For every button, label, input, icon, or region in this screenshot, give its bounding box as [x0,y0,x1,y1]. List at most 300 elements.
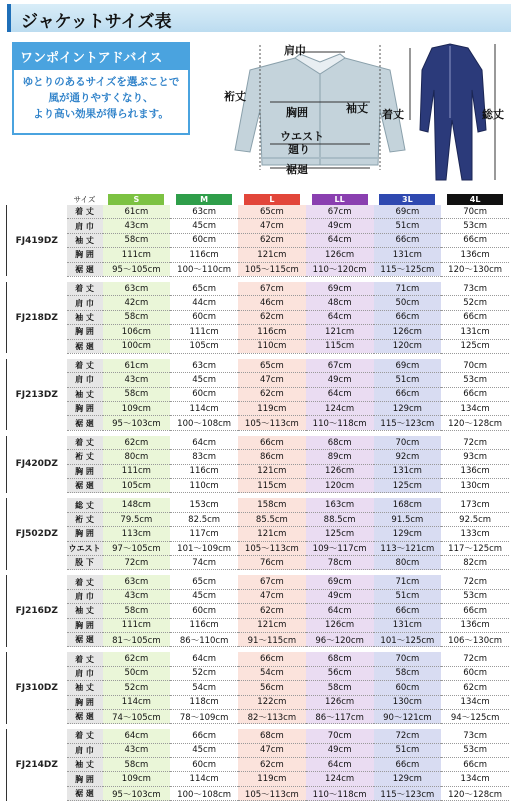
table-row [7,282,510,296]
table-row [7,632,510,646]
value-cell: 118cm [170,695,238,709]
size-header-3L [374,193,442,205]
value-cell: 64cm [306,604,374,618]
value-cell: 65cm [170,282,238,296]
value-cell: 66cm [374,604,442,618]
value-cell: 67cm [238,575,306,589]
value-cell: 129cm [374,527,442,541]
value-cell: 113cm [103,527,171,541]
label-waist: ウエスト [280,130,324,143]
value-cell: 134cm [441,772,509,786]
value-cell: 66cm [374,233,442,247]
size-header-M [170,193,238,205]
value-cell: 120～128cm [441,416,509,430]
model-name: FJ218DZ [7,282,67,353]
value-cell: 111cm [170,325,238,339]
measure-label: 肩 巾 [67,219,103,233]
value-cell: 91～115cm [238,632,306,646]
value-cell: 70cm [374,436,442,450]
value-cell: 62cm [238,233,306,247]
size-badge: S [108,194,164,205]
value-cell: 58cm [103,387,171,401]
value-cell: 110cm [170,479,238,493]
value-cell: 109cm [103,402,171,416]
value-cell: 105～113cm [238,541,306,555]
value-cell: 125cm [374,479,442,493]
size-header-L [238,193,306,205]
value-cell: 43cm [103,589,171,603]
table-row [7,772,510,786]
value-cell: 64cm [306,233,374,247]
value-cell: 44cm [170,296,238,310]
value-cell: 86～110cm [170,632,238,646]
measure-label: 肩 巾 [67,666,103,680]
value-cell: 67cm [306,359,374,373]
value-cell: 131cm [374,248,442,262]
value-cell: 63cm [170,359,238,373]
value-cell: 66cm [441,604,509,618]
table-row [7,541,510,555]
value-cell: 80cm [374,555,442,569]
value-cell: 126cm [306,248,374,262]
value-cell: 100～110cm [170,262,238,276]
label-sodetake: 袖丈 [346,102,368,115]
measure-label: 着 丈 [67,575,103,589]
value-cell: 64cm [306,387,374,401]
value-cell: 116cm [238,325,306,339]
table-row [7,464,510,478]
value-cell: 121cm [306,325,374,339]
value-cell: 134cm [441,695,509,709]
value-cell: 110～120cm [306,262,374,276]
table-row [7,450,510,464]
value-cell: 114cm [170,772,238,786]
value-cell: 130cm [374,695,442,709]
value-cell: 124cm [306,402,374,416]
value-cell: 66cm [374,387,442,401]
table-row [7,205,510,219]
value-cell: 116cm [170,248,238,262]
value-cell: 68cm [238,729,306,743]
value-cell: 69cm [306,282,374,296]
table-row [7,387,510,401]
value-cell: 70cm [441,205,509,219]
value-cell: 66cm [170,729,238,743]
value-cell: 62cm [238,310,306,324]
table-row [7,695,510,709]
measure-label: 袖 丈 [67,233,103,247]
measure-label: 着 丈 [67,359,103,373]
value-cell: 70cm [374,652,442,666]
advice-heading: ワンポイントアドバイス [12,42,190,70]
label-yukitake: 裄丈 [224,90,246,103]
value-cell: 66cm [374,310,442,324]
size-table [6,193,509,801]
value-cell: 86～117cm [306,709,374,723]
measure-label: 裄 丈 [67,512,103,526]
measure-label: 胸 囲 [67,325,103,339]
value-cell: 54cm [170,681,238,695]
value-cell: 125cm [441,339,509,353]
value-cell: 131cm [441,325,509,339]
value-cell: 62cm [441,681,509,695]
measure-label: 着 丈 [67,436,103,450]
value-cell: 58cm [374,666,442,680]
value-cell: 73cm [441,282,509,296]
value-cell: 69cm [374,359,442,373]
size-header-S [103,193,171,205]
value-cell: 106～130cm [441,632,509,646]
model-name: FJ420DZ [7,436,67,493]
value-cell: 126cm [374,325,442,339]
value-cell: 72cm [441,436,509,450]
value-cell: 70cm [306,729,374,743]
advice-line: より高い効果が得られます。 [33,108,169,120]
value-cell: 120cm [306,479,374,493]
value-cell: 78cm [306,555,374,569]
value-cell: 47cm [238,589,306,603]
value-cell: 97～105cm [103,541,171,555]
table-row [7,555,510,569]
measure-label: 胸 囲 [67,618,103,632]
value-cell: 62cm [238,387,306,401]
value-cell: 64cm [306,758,374,772]
value-cell: 45cm [170,743,238,757]
value-cell: 130cm [441,479,509,493]
measure-label: 袖 丈 [67,604,103,618]
table-row [7,402,510,416]
measure-label: 着 丈 [67,205,103,219]
table-row [7,527,510,541]
value-cell: 66cm [441,233,509,247]
measure-label: 胸 囲 [67,527,103,541]
value-cell: 53cm [441,589,509,603]
measure-label: 袖 丈 [67,387,103,401]
table-row [7,512,510,526]
label-kyoui: 胸囲 [286,106,308,119]
value-cell: 111cm [103,248,171,262]
value-cell: 158cm [238,498,306,512]
value-cell: 153cm [170,498,238,512]
value-cell: 51cm [374,743,442,757]
measure-label: 着 丈 [67,652,103,666]
table-row [7,729,510,743]
value-cell: 80cm [103,450,171,464]
value-cell: 48cm [306,296,374,310]
value-cell: 120～128cm [441,786,509,800]
value-cell: 121cm [238,527,306,541]
value-cell: 47cm [238,373,306,387]
value-cell: 52cm [103,681,171,695]
value-cell: 69cm [374,205,442,219]
value-cell: 49cm [306,743,374,757]
measure-label: 胸 囲 [67,695,103,709]
value-cell: 93cm [441,450,509,464]
value-cell: 85.5cm [238,512,306,526]
measure-label: 肩 巾 [67,589,103,603]
value-cell: 74～105cm [103,709,171,723]
value-cell: 113～121cm [374,541,442,555]
value-cell: 88.5cm [306,512,374,526]
value-cell: 67cm [238,282,306,296]
value-cell: 117cm [170,527,238,541]
model-name: FJ419DZ [7,205,67,276]
value-cell: 129cm [374,402,442,416]
table-row [7,758,510,772]
value-cell: 82～113cm [238,709,306,723]
value-cell: 50cm [374,296,442,310]
table-row [7,652,510,666]
value-cell: 89cm [306,450,374,464]
advice-line: ゆとりのあるサイズを選ぶことで [22,76,180,88]
value-cell: 91.5cm [374,512,442,526]
value-cell: 53cm [441,219,509,233]
advice-line: 風が通りやすくなり、 [48,92,154,104]
value-cell: 43cm [103,743,171,757]
value-cell: 72cm [441,575,509,589]
value-cell: 62cm [238,758,306,772]
value-cell: 60cm [374,681,442,695]
value-cell: 114cm [170,402,238,416]
size-badge: 4L [447,194,503,205]
measure-label: 裾 廻 [67,786,103,800]
value-cell: 66cm [441,758,509,772]
value-cell: 72cm [374,729,442,743]
value-cell: 94～125cm [441,709,509,723]
value-cell: 61cm [103,359,171,373]
model-name: FJ310DZ [7,652,67,723]
value-cell: 129cm [374,772,442,786]
value-cell: 58cm [103,758,171,772]
value-cell: 136cm [441,464,509,478]
table-row [7,248,510,262]
value-cell: 119cm [238,402,306,416]
value-cell: 82.5cm [170,512,238,526]
value-cell: 116cm [170,618,238,632]
value-cell: 110cm [238,339,306,353]
value-cell: 114cm [103,695,171,709]
label-mawari: 廻り [288,143,310,156]
blank-cell [7,193,67,205]
value-cell: 100～108cm [170,416,238,430]
value-cell: 90～121cm [374,709,442,723]
model-name: FJ214DZ [7,729,67,800]
value-cell: 96～120cm [306,632,374,646]
value-cell: 52cm [170,666,238,680]
value-cell: 66cm [441,310,509,324]
table-row [7,416,510,430]
value-cell: 64cm [170,436,238,450]
size-header-4L [441,193,509,205]
table-row [7,310,510,324]
measure-label: 裾 廻 [67,339,103,353]
measure-label: 股 下 [67,555,103,569]
size-table-body [7,193,510,801]
advice-body [12,70,190,135]
garment-illustration [200,40,510,190]
measure-label: 裾 廻 [67,709,103,723]
value-cell: 58cm [103,233,171,247]
value-cell: 46cm [238,296,306,310]
size-label: サイズ [73,194,96,204]
value-cell: 51cm [374,373,442,387]
value-cell: 117～125cm [441,541,509,555]
table-row [7,325,510,339]
value-cell: 58cm [103,604,171,618]
value-cell: 53cm [441,373,509,387]
value-cell: 47cm [238,219,306,233]
value-cell: 110～118cm [306,786,374,800]
value-cell: 76cm [238,555,306,569]
measure-label: 袖 丈 [67,681,103,695]
value-cell: 78～109cm [170,709,238,723]
value-cell: 116cm [170,464,238,478]
measure-label: ウエスト [67,541,103,555]
value-cell: 95～103cm [103,416,171,430]
label-susomawari: 裾廻 [286,163,308,176]
value-cell: 105～115cm [238,262,306,276]
value-cell: 121cm [238,464,306,478]
value-cell: 49cm [306,373,374,387]
value-cell: 68cm [306,652,374,666]
table-row [7,618,510,632]
size-table-wrap [6,193,509,801]
size-badge: L [244,194,300,205]
value-cell: 60cm [170,310,238,324]
value-cell: 64cm [170,652,238,666]
value-cell: 124cm [306,772,374,786]
table-row [7,359,510,373]
measure-label: 着 丈 [67,729,103,743]
value-cell: 65cm [238,359,306,373]
value-cell: 136cm [441,248,509,262]
value-cell: 86cm [238,450,306,464]
table-row [7,604,510,618]
model-name: FJ502DZ [7,498,67,569]
page-title: ジャケットサイズ表 [21,12,172,32]
value-cell: 126cm [306,618,374,632]
measure-label: 裄 丈 [67,450,103,464]
value-cell: 125cm [306,527,374,541]
value-cell: 115～125cm [374,262,442,276]
value-cell: 74cm [170,555,238,569]
model-name: FJ213DZ [7,359,67,430]
value-cell: 115cm [306,339,374,353]
table-row [7,339,510,353]
model-name: FJ216DZ [7,575,67,646]
value-cell: 73cm [441,729,509,743]
table-row [7,373,510,387]
value-cell: 60cm [441,666,509,680]
value-cell: 54cm [238,666,306,680]
value-cell: 148cm [103,498,171,512]
advice-box [12,42,190,128]
table-row [7,589,510,603]
measure-label: 着 丈 [67,282,103,296]
value-cell: 83cm [170,450,238,464]
jacket-image [235,45,405,170]
value-cell: 56cm [306,666,374,680]
measure-label: 肩 巾 [67,373,103,387]
value-cell: 60cm [170,233,238,247]
title-bar [7,4,511,32]
value-cell: 111cm [103,464,171,478]
size-badge: M [176,194,232,205]
table-row [7,296,510,310]
value-cell: 62cm [103,436,171,450]
table-row [7,262,510,276]
value-cell: 66cm [374,758,442,772]
table-row [7,709,510,723]
value-cell: 126cm [306,464,374,478]
value-cell: 60cm [170,758,238,772]
value-cell: 69cm [306,575,374,589]
value-cell: 106cm [103,325,171,339]
value-cell: 66cm [238,436,306,450]
value-cell: 52cm [441,296,509,310]
value-cell: 64cm [103,729,171,743]
value-cell: 62cm [238,604,306,618]
value-cell: 63cm [103,282,171,296]
value-cell: 43cm [103,373,171,387]
value-cell: 66cm [441,387,509,401]
measure-label: 肩 巾 [67,743,103,757]
value-cell: 82cm [441,555,509,569]
label-sotake: 総丈 [482,108,504,121]
size-badge: LL [312,194,368,205]
value-cell: 173cm [441,498,509,512]
value-cell: 168cm [374,498,442,512]
measure-label: 裾 廻 [67,416,103,430]
value-cell: 68cm [306,436,374,450]
value-cell: 66cm [238,652,306,666]
value-cell: 58cm [306,681,374,695]
table-row [7,436,510,450]
measure-label: 袖 丈 [67,310,103,324]
value-cell: 95～105cm [103,262,171,276]
table-row [7,479,510,493]
value-cell: 70cm [441,359,509,373]
value-cell: 72cm [103,555,171,569]
measure-label: 肩 巾 [67,296,103,310]
value-cell: 134cm [441,402,509,416]
value-cell: 81～105cm [103,632,171,646]
value-cell: 131cm [374,464,442,478]
value-cell: 62cm [103,652,171,666]
value-cell: 101～109cm [170,541,238,555]
measure-label: 裾 廻 [67,479,103,493]
size-header-LL [306,193,374,205]
value-cell: 79.5cm [103,512,171,526]
value-cell: 63cm [103,575,171,589]
value-cell: 95～103cm [103,786,171,800]
value-cell: 109～117cm [306,541,374,555]
value-cell: 121cm [238,248,306,262]
label-kitake: 着丈 [382,108,404,121]
value-cell: 115～123cm [374,416,442,430]
value-cell: 115～123cm [374,786,442,800]
value-cell: 61cm [103,205,171,219]
value-cell: 43cm [103,219,171,233]
value-cell: 63cm [170,205,238,219]
value-cell: 133cm [441,527,509,541]
measure-label: 胸 囲 [67,464,103,478]
value-cell: 71cm [374,575,442,589]
size-badge: 3L [379,194,435,205]
value-cell: 65cm [170,575,238,589]
value-cell: 105cm [103,479,171,493]
value-cell: 47cm [238,743,306,757]
